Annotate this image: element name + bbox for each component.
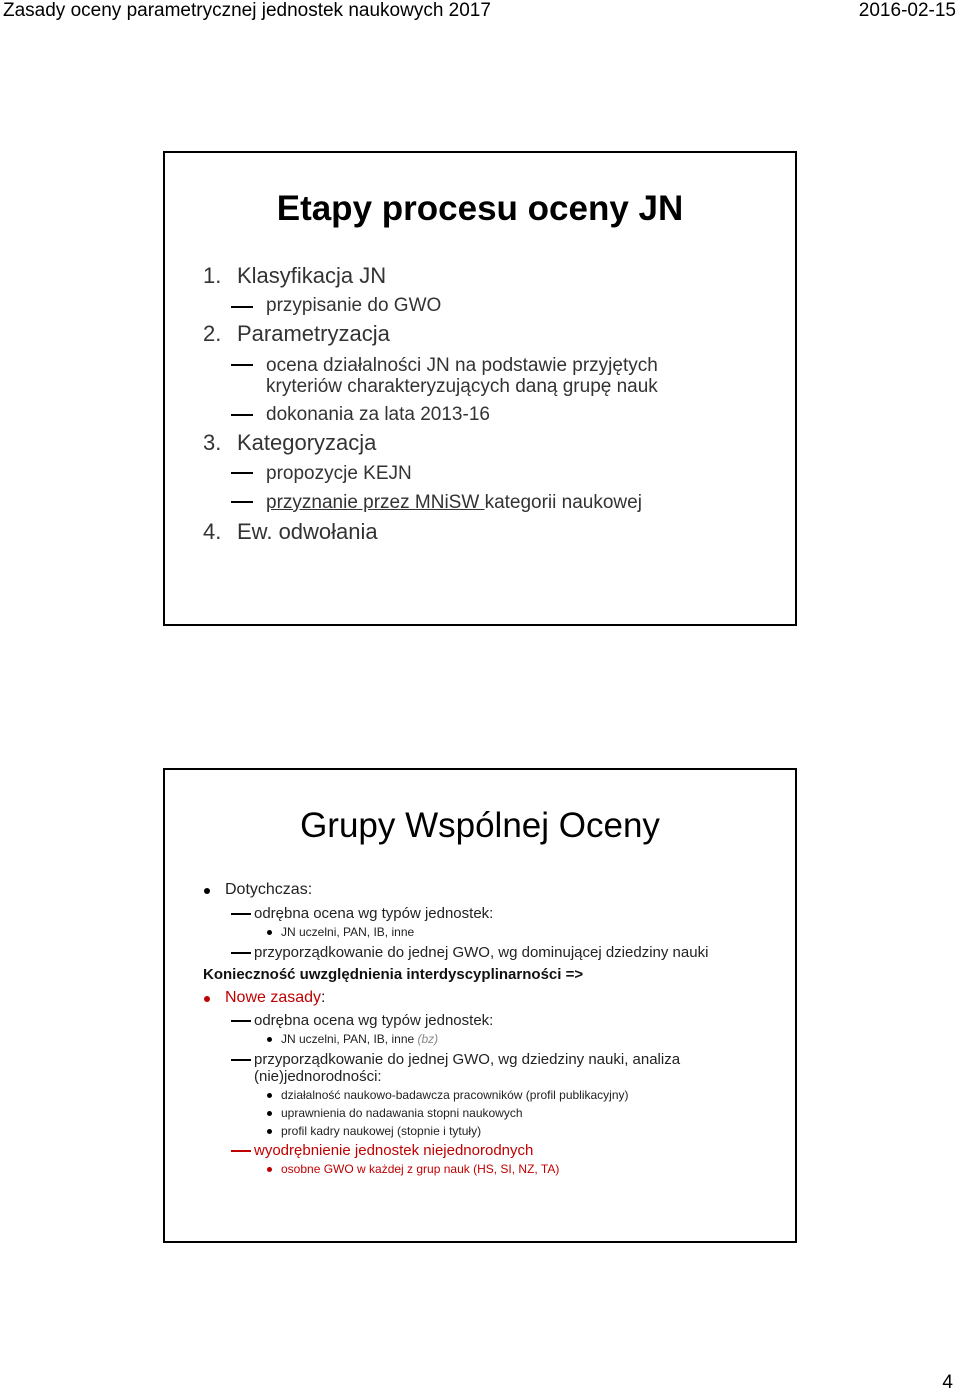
dash-bullet xyxy=(231,1059,251,1061)
bullet-icon xyxy=(267,1111,272,1116)
bullet-icon xyxy=(267,1093,272,1098)
sub-sub-item: profil kadry naukowej (stopnie i tytuły) xyxy=(281,1124,482,1138)
sub-item: propozycje KEJN xyxy=(266,463,412,484)
sub-item xyxy=(266,492,642,513)
bullet-icon xyxy=(267,930,272,935)
list-number: 2. xyxy=(203,321,222,346)
sub-sub-item: JN uczelni, PAN, IB, inne xyxy=(281,925,415,939)
document-title: Zasady oceny parametrycznej jednostek naukowych 2017 xyxy=(3,0,491,21)
note-bz: (bz) xyxy=(417,1032,439,1046)
list-label: Kategoryzacja xyxy=(237,430,377,455)
sub-item: odrębna ocena wg typów jednostek: xyxy=(254,905,494,922)
list-item-kategoryzacja xyxy=(203,430,376,456)
dash-bullet xyxy=(231,501,253,503)
red-label: Nowe zasady xyxy=(225,989,322,1006)
sub-item-continuation: kryteriów charakteryzujących daną grupę nauk xyxy=(266,376,658,397)
list-number: 1. xyxy=(203,263,222,288)
list-label: Ew. odwołania xyxy=(237,519,378,544)
bullet-nowe-zasady xyxy=(225,989,326,1007)
sub-item: przyporządkowanie do jednej GWO, wg dziedziny nauki, analiza xyxy=(254,1051,681,1068)
dash-bullet xyxy=(231,414,253,416)
bullet-icon xyxy=(267,1167,272,1172)
list-item-klasyfikacja xyxy=(203,263,386,289)
dash-bullet xyxy=(231,1150,251,1152)
sub-sub-item xyxy=(281,1032,438,1046)
page-number: 4 xyxy=(942,1372,953,1393)
sub-sub-item-red: osobne GWO w każdej z grup nauk (HS, SI, NZ, TA) xyxy=(281,1162,560,1176)
dash-bullet xyxy=(231,472,253,474)
list-item-parametryzacja xyxy=(203,321,390,347)
sub-item: dokonania za lata 2013-16 xyxy=(266,404,490,425)
dash-bullet xyxy=(231,364,253,366)
bullet-icon xyxy=(267,1129,272,1134)
sub-sub-item-text: JN uczelni, PAN, IB, inne xyxy=(281,1032,418,1046)
underlined-text: przyznanie przez MNiSW xyxy=(266,492,485,513)
sub-item-red: wyodrębnienie jednostek niejednorodnych xyxy=(254,1142,534,1159)
dash-bullet xyxy=(231,913,251,915)
koniecznosc-line: Konieczność uwzględnienia interdyscyplinarności => xyxy=(203,966,584,983)
sub-item: ocena działalności JN na podstawie przyjętych xyxy=(266,355,658,376)
sub-sub-item: uprawnienia do nadawania stopni naukowych xyxy=(281,1106,523,1120)
sub-item: przyporządkowanie do jednej GWO, wg dominującej dziedziny nauki xyxy=(254,944,709,961)
list-number: 4. xyxy=(203,519,222,544)
sub-item: odrębna ocena wg typów jednostek: xyxy=(254,1012,494,1029)
dash-bullet xyxy=(231,306,253,308)
sub-item-rest: kategorii naukowej xyxy=(484,492,642,513)
dash-bullet xyxy=(231,952,251,954)
colon: : xyxy=(321,989,326,1006)
sub-sub-item: działalność naukowo-badawcza pracowników (profil publikacyjny) xyxy=(281,1088,629,1102)
slide-title: Etapy procesu oceny JN xyxy=(276,189,684,228)
slide-etapy xyxy=(163,151,797,626)
bullet-dotychczas: Dotychczas: xyxy=(225,881,313,898)
list-item-odwolania xyxy=(203,519,378,545)
dash-bullet xyxy=(231,1020,251,1022)
bullet-icon xyxy=(204,888,210,894)
slide-grupy-wspolnej-oceny xyxy=(163,768,797,1243)
bullet-icon xyxy=(204,996,210,1002)
sub-item-continuation: (nie)jednorodności: xyxy=(254,1068,382,1085)
bullet-icon xyxy=(267,1037,272,1042)
slide-title: Grupy Wspólnej Oceny xyxy=(300,806,660,845)
list-label: Klasyfikacja JN xyxy=(237,263,387,288)
list-label: Parametryzacja xyxy=(237,321,390,346)
list-number: 3. xyxy=(203,430,222,455)
sub-item: przypisanie do GWO xyxy=(266,295,442,316)
document-date: 2016-02-15 xyxy=(858,0,956,21)
